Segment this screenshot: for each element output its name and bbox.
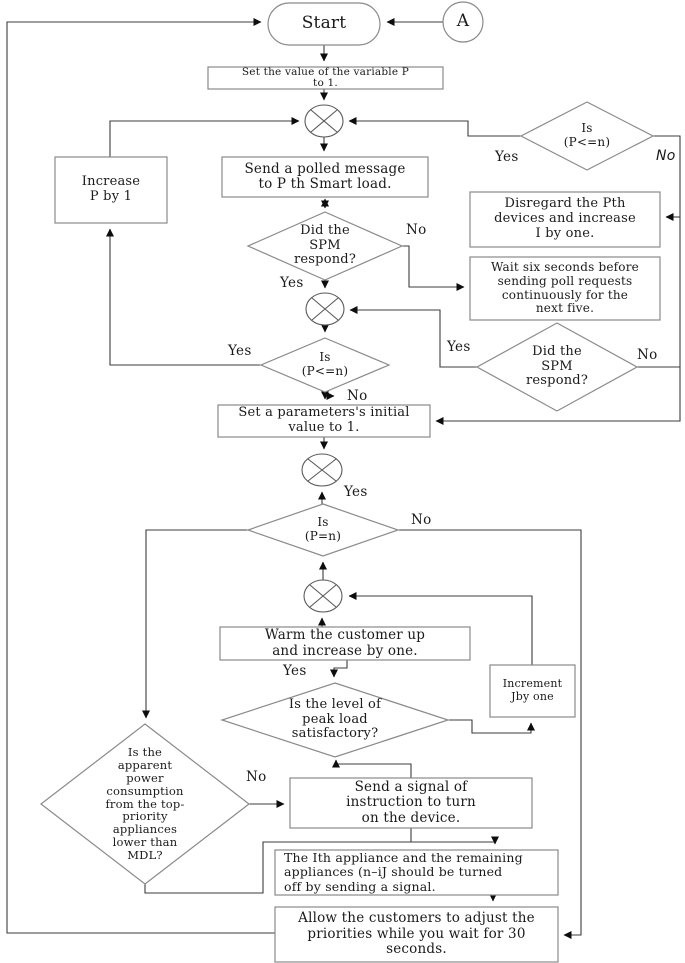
process-increment-j-shape — [490, 665, 575, 717]
process-wait-six: Wait six seconds before sending poll requests continuously for the next five. — [491, 260, 639, 316]
label-yes-isp2: Yes — [228, 343, 252, 359]
junction-circle-1 — [305, 105, 343, 137]
label-yes-spm1: Yes — [280, 275, 304, 291]
decision-spm2: Did the SPM respond? — [526, 343, 588, 389]
label-yes-ispn: Yes — [344, 484, 368, 500]
decision-peak-load-shape — [222, 683, 448, 757]
edge-peak-to-increment — [448, 720, 531, 733]
process-set-params: Set a parameters's initial value to 1. — [238, 405, 410, 435]
process-allow: Allow the customers to adjust the priorities while you wait for 30 seconds. — [298, 910, 535, 958]
junction-circle-3 — [302, 454, 342, 486]
process-polled: Send a polled message to P th Smart load. — [244, 160, 406, 192]
process-increase-p: Increase P by 1 — [81, 174, 141, 204]
process-disregard-shape — [470, 192, 660, 247]
junction-circle-4 — [304, 580, 342, 612]
label-yes-ptop: Yes — [495, 149, 519, 165]
decision-mdl-shape — [41, 724, 249, 884]
decision-spm1-shape — [248, 212, 402, 280]
decision-mdl: Is the apparent power consumption from the top- priority appliances lower than MDL? — [105, 745, 185, 863]
process-increment-j: Increment Jby one — [502, 677, 563, 703]
label-no-spm1: No — [406, 222, 427, 238]
decision-is-p-top: Is (P<=n) — [563, 121, 611, 149]
decision-is-p2-shape — [261, 338, 389, 392]
decision-peak-load: Is the level of peak load satisfactory? — [288, 696, 382, 742]
decision-is-p-top-shape — [521, 102, 653, 170]
process-set-p: Set the value of the variable P to 1. — [241, 65, 410, 89]
decision-spm2-shape — [477, 323, 637, 411]
offpage-connector-a: A — [456, 11, 470, 32]
process-warm-shape — [220, 627, 470, 660]
process-ith-shape — [275, 850, 558, 895]
process-warm: Warm the customer up and increase by one. — [264, 627, 426, 659]
process-disregard: Disregard the Pth devices and increase I by one. — [494, 196, 636, 241]
edge-increase-to-junction1 — [110, 121, 299, 157]
label-no-ptop: No — [656, 148, 676, 164]
edge-spm1-no-to-wait — [402, 246, 464, 287]
label-yes-peak: Yes — [283, 663, 307, 679]
label-no-spm2: No — [637, 347, 658, 363]
process-set-p-shape — [208, 67, 443, 89]
edge-warm-to-peak — [334, 660, 347, 677]
edge-signal-to-peak — [336, 760, 411, 778]
label-no-isp2: No — [347, 388, 368, 404]
process-wait-six-shape — [470, 257, 660, 320]
decision-spm1: Did the SPM respond? — [294, 222, 356, 268]
process-increase-p-shape — [55, 157, 167, 223]
process-set-params-shape — [218, 405, 430, 437]
process-allow-shape — [275, 907, 558, 962]
process-signal-shape — [290, 778, 532, 828]
process-signal: Send a signal of instruction to turn on the device. — [346, 778, 476, 826]
offpage-connector-a-shape — [443, 2, 483, 42]
decision-is-p-equal-n: Is (P=n) — [304, 515, 342, 543]
decision-is-p2: Is (P<=n) — [301, 350, 349, 378]
process-ith: The Ith appliance and the remaining appliances (n–iJ should be turned off by sending a signal. — [284, 850, 523, 894]
label-no-ispn: No — [411, 512, 432, 528]
start-terminator-shape — [268, 3, 380, 45]
label-yes-spm2: Yes — [447, 339, 471, 355]
edge-ispn-left-to-mdl — [146, 530, 248, 718]
junction-circle-2 — [306, 293, 344, 325]
label-no-mdl: No — [246, 769, 267, 785]
decision-is-p-equal-n-shape — [248, 504, 398, 556]
edge-ptop-yes-to-junction1 — [349, 121, 521, 136]
start-terminator: Start — [301, 13, 347, 34]
process-polled-shape — [222, 157, 428, 197]
